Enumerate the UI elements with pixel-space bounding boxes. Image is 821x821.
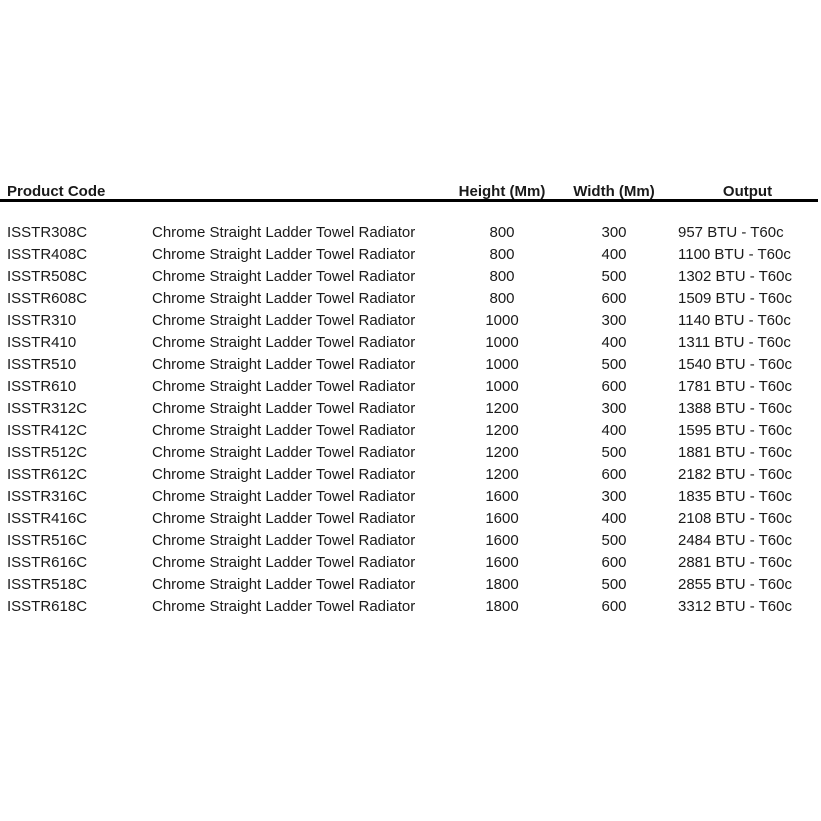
cell-product-code: ISSTR316C <box>7 488 88 505</box>
cell-description: Chrome Straight Ladder Towel Radiator <box>152 312 416 329</box>
cell-output: 2108 BTU - T60c <box>678 510 792 527</box>
table-row <box>0 376 821 398</box>
cell-output: 2484 BTU - T60c <box>678 532 792 549</box>
cell-description: Chrome Straight Ladder Towel Radiator <box>152 356 416 373</box>
cell-height: 800 <box>489 224 515 241</box>
cell-description: Chrome Straight Ladder Towel Radiator <box>152 422 416 439</box>
cell-product-code: ISSTR612C <box>7 466 88 483</box>
cell-description: Chrome Straight Ladder Towel Radiator <box>152 378 416 395</box>
cell-width: 300 <box>601 400 627 417</box>
table-row <box>0 354 821 376</box>
cell-product-code: ISSTR416C <box>7 510 88 527</box>
cell-description: Chrome Straight Ladder Towel Radiator <box>152 576 416 593</box>
cell-width: 300 <box>601 224 627 241</box>
header-height: Height (Mm) <box>458 183 546 199</box>
cell-height: 800 <box>489 246 515 263</box>
cell-output: 3312 BTU - T60c <box>678 598 792 615</box>
cell-width: 600 <box>601 466 627 483</box>
header-description <box>145 183 450 199</box>
cell-width: 300 <box>601 488 627 505</box>
cell-width: 400 <box>601 334 627 351</box>
table-row <box>0 420 821 442</box>
cell-height: 1200 <box>485 422 519 439</box>
cell-description: Chrome Straight Ladder Towel Radiator <box>152 268 416 285</box>
header-output: Output <box>722 183 773 199</box>
cell-description: Chrome Straight Ladder Towel Radiator <box>152 532 416 549</box>
cell-height: 1000 <box>485 334 519 351</box>
cell-description: Chrome Straight Ladder Towel Radiator <box>152 290 416 307</box>
cell-height: 800 <box>489 290 515 307</box>
cell-product-code: ISSTR516C <box>7 532 88 549</box>
table-row <box>0 266 821 288</box>
cell-width: 300 <box>601 312 627 329</box>
header-width: Width (Mm) <box>573 183 655 199</box>
header-product-code: Product Code <box>7 183 106 199</box>
cell-product-code: ISSTR310 <box>7 312 77 329</box>
cell-output: 1781 BTU - T60c <box>678 378 792 395</box>
cell-description: Chrome Straight Ladder Towel Radiator <box>152 488 416 505</box>
cell-height: 1600 <box>485 532 519 549</box>
table-row <box>0 442 821 464</box>
cell-output: 1835 BTU - T60c <box>678 488 792 505</box>
cell-width: 600 <box>601 290 627 307</box>
cell-width: 400 <box>601 510 627 527</box>
table-row <box>0 508 821 530</box>
cell-width: 400 <box>601 246 627 263</box>
table-header-row <box>0 183 818 202</box>
cell-width: 500 <box>601 268 627 285</box>
table-row <box>0 244 821 266</box>
cell-width: 600 <box>601 598 627 615</box>
cell-product-code: ISSTR608C <box>7 290 88 307</box>
cell-height: 1800 <box>485 576 519 593</box>
table-row <box>0 596 821 618</box>
cell-height: 1200 <box>485 466 519 483</box>
table-row <box>0 398 821 420</box>
cell-height: 1200 <box>485 444 519 461</box>
cell-description: Chrome Straight Ladder Towel Radiator <box>152 334 416 351</box>
cell-output: 1140 BTU - T60c <box>678 312 791 329</box>
cell-width: 600 <box>601 554 627 571</box>
header-gap <box>0 202 821 222</box>
cell-description: Chrome Straight Ladder Towel Radiator <box>152 400 416 417</box>
cell-description: Chrome Straight Ladder Towel Radiator <box>152 554 416 571</box>
cell-product-code: ISSTR610 <box>7 378 77 395</box>
cell-output: 1100 BTU - T60c <box>678 246 791 263</box>
table-row <box>0 574 821 596</box>
cell-output: 957 BTU - T60c <box>678 224 784 241</box>
cell-product-code: ISSTR512C <box>7 444 88 461</box>
table-row <box>0 332 821 354</box>
cell-output: 2855 BTU - T60c <box>678 576 792 593</box>
cell-width: 500 <box>601 356 627 373</box>
cell-product-code: ISSTR408C <box>7 246 88 263</box>
cell-output: 1311 BTU - T60c <box>678 334 791 351</box>
cell-description: Chrome Straight Ladder Towel Radiator <box>152 598 416 615</box>
cell-height: 1800 <box>485 598 519 615</box>
cell-height: 1000 <box>485 356 519 373</box>
cell-height: 1000 <box>485 312 519 329</box>
cell-output: 1540 BTU - T60c <box>678 356 792 373</box>
cell-width: 600 <box>601 378 627 395</box>
cell-description: Chrome Straight Ladder Towel Radiator <box>152 510 416 527</box>
cell-output: 1388 BTU - T60c <box>678 400 792 417</box>
cell-product-code: ISSTR410 <box>7 334 77 351</box>
cell-width: 400 <box>601 422 627 439</box>
cell-height: 1600 <box>485 488 519 505</box>
cell-description: Chrome Straight Ladder Towel Radiator <box>152 246 416 263</box>
cell-height: 800 <box>489 268 515 285</box>
cell-height: 1200 <box>485 400 519 417</box>
cell-width: 500 <box>601 444 627 461</box>
product-table <box>0 183 821 618</box>
table-row <box>0 222 821 244</box>
cell-output: 1595 BTU - T60c <box>678 422 792 439</box>
cell-product-code: ISSTR312C <box>7 400 88 417</box>
cell-output: 1302 BTU - T60c <box>678 268 792 285</box>
cell-height: 1600 <box>485 510 519 527</box>
cell-output: 2881 BTU - T60c <box>678 554 792 571</box>
table-body <box>0 222 821 618</box>
cell-description: Chrome Straight Ladder Towel Radiator <box>152 444 416 461</box>
table-row <box>0 486 821 508</box>
cell-product-code: ISSTR518C <box>7 576 88 593</box>
cell-height: 1000 <box>485 378 519 395</box>
cell-description: Chrome Straight Ladder Towel Radiator <box>152 224 416 241</box>
cell-description: Chrome Straight Ladder Towel Radiator <box>152 466 416 483</box>
cell-width: 500 <box>601 532 627 549</box>
table-row <box>0 552 821 574</box>
table-row <box>0 310 821 332</box>
table-row <box>0 530 821 552</box>
cell-product-code: ISSTR508C <box>7 268 88 285</box>
cell-output: 1881 BTU - T60c <box>678 444 792 461</box>
table-row <box>0 464 821 486</box>
cell-output: 2182 BTU - T60c <box>678 466 792 483</box>
cell-product-code: ISSTR616C <box>7 554 88 571</box>
cell-product-code: ISSTR308C <box>7 224 88 241</box>
cell-product-code: ISSTR412C <box>7 422 88 439</box>
table-row <box>0 288 821 310</box>
cell-product-code: ISSTR618C <box>7 598 88 615</box>
cell-height: 1600 <box>485 554 519 571</box>
cell-width: 500 <box>601 576 627 593</box>
cell-output: 1509 BTU - T60c <box>678 290 792 307</box>
cell-product-code: ISSTR510 <box>7 356 77 373</box>
